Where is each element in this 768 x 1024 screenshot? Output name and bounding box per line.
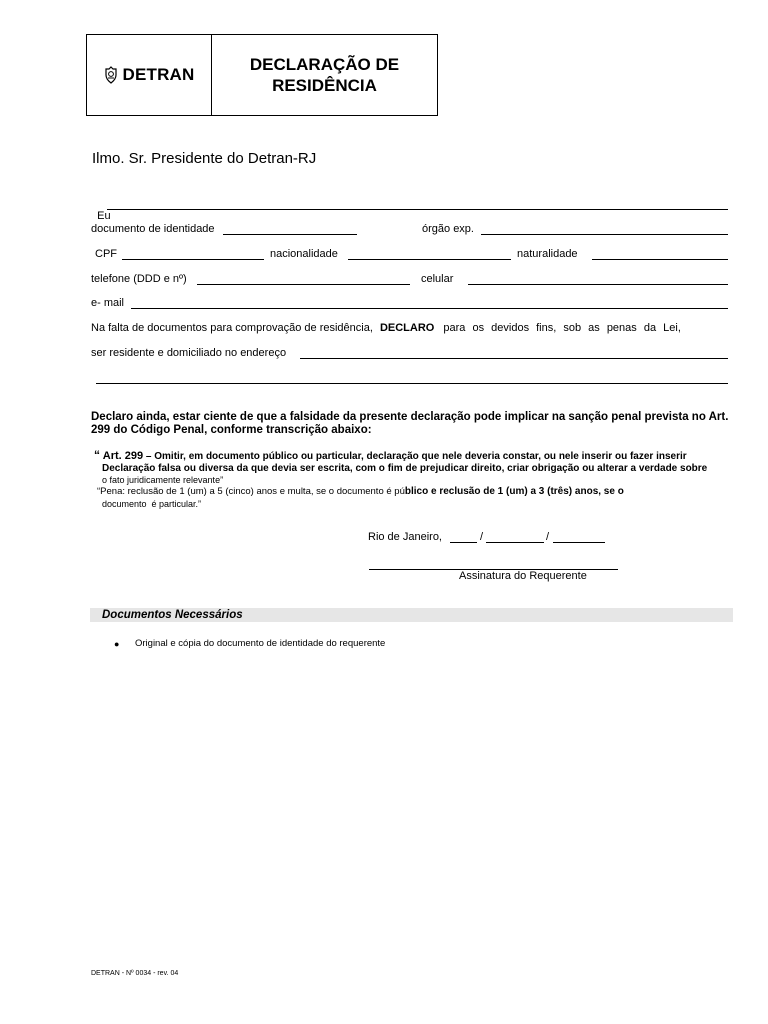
email-field[interactable]	[131, 307, 728, 309]
name-field[interactable]	[107, 208, 728, 210]
date-separator-2: /	[546, 531, 550, 543]
name-label: Eu	[97, 210, 111, 222]
footer-code: DETRAN - Nº 0034 - rev. 04	[91, 970, 179, 977]
city-label: Rio de Janeiro,	[368, 531, 442, 543]
year-field[interactable]	[553, 541, 605, 543]
name-field-row	[91, 198, 111, 222]
id-doc-label: documento de identidade	[91, 223, 215, 235]
bullet-icon: ●	[114, 639, 120, 649]
article-line-3: o fato juridicamente relevante”	[102, 475, 224, 485]
detran-logo	[87, 35, 211, 115]
mobile-field[interactable]	[468, 283, 728, 285]
cpf-field[interactable]	[122, 258, 264, 260]
logo-text: DETRAN	[122, 65, 195, 84]
birthplace-field[interactable]	[592, 258, 728, 260]
coat-of-arms-icon	[103, 66, 119, 84]
day-field[interactable]	[450, 541, 477, 543]
month-field[interactable]	[486, 541, 544, 543]
nationality-field[interactable]	[348, 258, 511, 260]
signature-label: Assinatura do Requerente	[459, 570, 587, 582]
nationality-label: nacionalidade	[270, 248, 338, 260]
cpf-label: CPF	[95, 248, 117, 260]
article-line-1: “ Art. 299 – Omitir, em documento público ou particular, declaração que nele deveria constar, ou nele inserir ou fazer inserir	[94, 448, 687, 462]
documents-title: Documentos Necessários	[102, 609, 243, 621]
date-separator-1: /	[480, 531, 484, 543]
address-field-2[interactable]	[96, 382, 728, 384]
penalty-end: documento é particular.”	[102, 499, 202, 509]
list-item: Original e cópia do documento de identidade do requerente	[135, 638, 386, 649]
documents-section-header	[90, 608, 733, 622]
issuer-label: órgão exp.	[422, 223, 474, 235]
address-label: ser residente e domiciliado no endereço	[91, 347, 287, 359]
declaration-text: Na falta de documentos para comprovação de residência, DECLARO para os devidos fins, sob as penas da Lei,	[91, 322, 681, 334]
phone-field[interactable]	[197, 283, 410, 285]
article-line-2: Declaração falsa ou diversa da que devia ser escrita, com o fim de prejudicar direito, criar obrigação ou alterar a verdade sobre	[102, 463, 708, 474]
mobile-label: celular	[421, 273, 454, 285]
form-header	[86, 34, 438, 116]
penalty-text: “Pena: reclusão de 1 (um) a 5 (cinco) anos e multa, se o documento é público e reclusão de 1 (um) a 3 (três) anos, se o	[97, 486, 624, 497]
issuer-field[interactable]	[481, 233, 728, 235]
phone-label: telefone (DDD e nº)	[91, 273, 187, 285]
form-title: DECLARAÇÃO DE RESIDÊNCIA	[249, 55, 400, 95]
salutation: Ilmo. Sr. Presidente do Detran-RJ	[92, 150, 317, 167]
id-doc-field[interactable]	[223, 233, 357, 235]
awareness-statement: Declaro ainda, estar ciente de que a falsidade da presente declaração pode implicar na sanção penal prevista no Art. 299 do Código Penal, conforme transcrição abaixo:	[91, 411, 729, 436]
email-label: e- mail	[91, 297, 125, 309]
address-field[interactable]	[300, 357, 728, 359]
birthplace-label: naturalidade	[517, 248, 578, 260]
